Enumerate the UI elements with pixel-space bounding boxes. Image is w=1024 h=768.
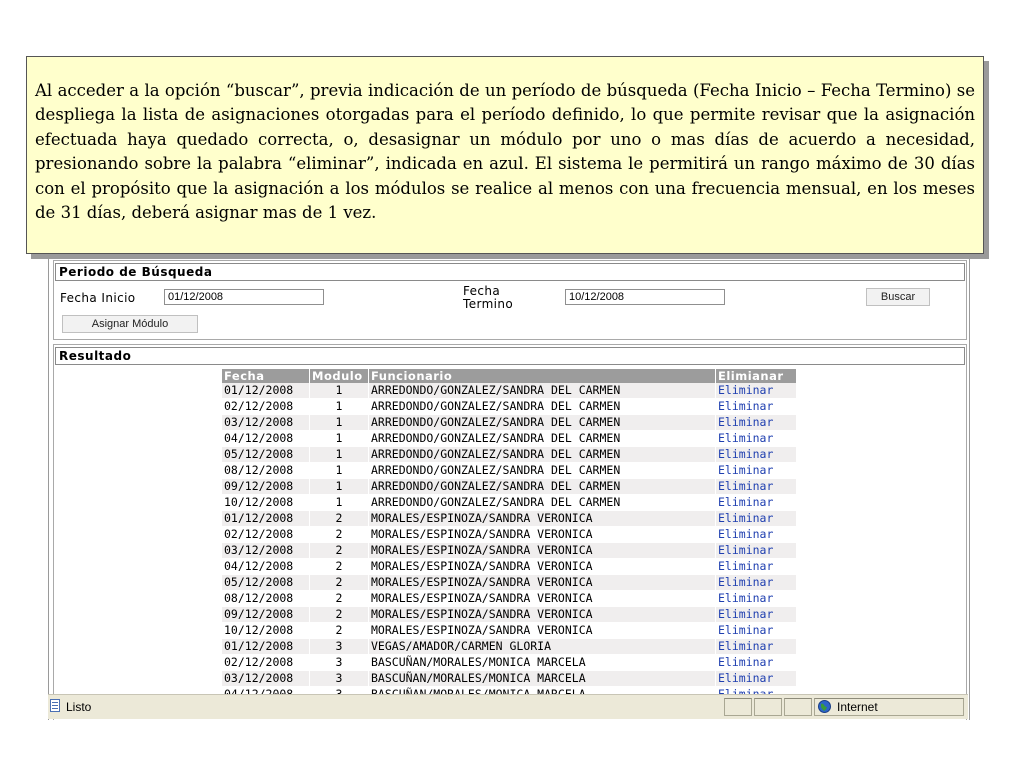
- status-bar: [48, 694, 968, 719]
- cell-modulo: 3: [310, 655, 369, 671]
- cell-funcionario: ARREDONDO/GONZALEZ/SANDRA DEL CARMEN: [369, 431, 716, 447]
- cell-fecha: 08/12/2008: [222, 591, 310, 607]
- cell-modulo: 3: [310, 671, 369, 687]
- cell-modulo: 1: [310, 495, 369, 511]
- cell-funcionario: MORALES/ESPINOZA/SANDRA VERONICA: [369, 511, 716, 527]
- table-row: [222, 415, 797, 431]
- col-modulo-header[interactable]: Modulo: [310, 369, 369, 383]
- end-date-input[interactable]: [565, 289, 725, 305]
- cell-modulo: 1: [310, 431, 369, 447]
- col-eliminar-header[interactable]: Elimianar: [716, 369, 797, 383]
- table-row: [222, 463, 797, 479]
- table-row: [222, 575, 797, 591]
- status-cell-2: [754, 698, 782, 716]
- cell-fecha: 05/12/2008: [222, 575, 310, 591]
- cell-fecha: 03/12/2008: [222, 543, 310, 559]
- results-panel-title: Resultado: [55, 347, 965, 365]
- page-status-icon: [50, 699, 62, 713]
- end-date-label-line2: Termino: [463, 297, 514, 311]
- search-panel-title: Periodo de Búsqueda: [55, 263, 965, 281]
- assign-module-button[interactable]: Asignar Módulo: [62, 315, 198, 333]
- start-date-label: Fecha Inicio: [60, 291, 136, 305]
- start-date-input[interactable]: [164, 289, 324, 305]
- cell-funcionario: ARREDONDO/GONZALEZ/SANDRA DEL CARMEN: [369, 383, 716, 399]
- table-row: [222, 431, 797, 447]
- cell-funcionario: MORALES/ESPINOZA/SANDRA VERONICA: [369, 543, 716, 559]
- cell-modulo: 1: [310, 415, 369, 431]
- eliminar-link[interactable]: Eliminar: [716, 463, 797, 479]
- cell-funcionario: BASCUÑAN/MORALES/MONICA MARCELA: [369, 671, 716, 687]
- cell-fecha: 08/12/2008: [222, 463, 310, 479]
- eliminar-link[interactable]: Eliminar: [716, 527, 797, 543]
- cell-funcionario: ARREDONDO/GONZALEZ/SANDRA DEL CARMEN: [369, 415, 716, 431]
- cell-fecha: 04/12/2008: [222, 431, 310, 447]
- status-cell-3: [784, 698, 812, 716]
- status-text: Listo: [66, 700, 92, 714]
- eliminar-link[interactable]: Eliminar: [716, 399, 797, 415]
- table-row: [222, 527, 797, 543]
- callout-text: Al acceder a la opción “buscar”, previa indicación de un período de búsqueda (Fecha Inicio – Fecha Termino) se despliega la lista de asignaciones otorgadas para el período definido, lo que permite revisar que la asignación efectuada haya quedado correcta, o, desasignar un módulo por uno o mas días de acuerdo a necesidad, presionando sobre la palabra “eliminar”, indicada en azul. El sistema le permitirá un rango máximo de 30 días con el propósito que la asignación a los módulos se realice al menos con una frecuencia mensual, en los meses de 31 días, deberá asignar mas de 1 vez.: [35, 81, 975, 223]
- cell-modulo: 2: [310, 575, 369, 591]
- cell-modulo: 2: [310, 559, 369, 575]
- cell-modulo: 2: [310, 527, 369, 543]
- eliminar-link[interactable]: Eliminar: [716, 591, 797, 607]
- cell-fecha: 01/12/2008: [222, 511, 310, 527]
- eliminar-link[interactable]: Eliminar: [716, 623, 797, 639]
- cell-modulo: 1: [310, 383, 369, 399]
- eliminar-link[interactable]: Eliminar: [716, 607, 797, 623]
- cell-funcionario: MORALES/ESPINOZA/SANDRA VERONICA: [369, 575, 716, 591]
- col-fecha-header[interactable]: Fecha: [222, 369, 310, 383]
- results-table: [222, 369, 797, 703]
- cell-modulo: 1: [310, 479, 369, 495]
- cell-funcionario: ARREDONDO/GONZALEZ/SANDRA DEL CARMEN: [369, 399, 716, 415]
- results-panel: [53, 344, 967, 720]
- zone-text: Internet: [837, 700, 878, 714]
- cell-funcionario: MORALES/ESPINOZA/SANDRA VERONICA: [369, 623, 716, 639]
- cell-fecha: 03/12/2008: [222, 415, 310, 431]
- eliminar-link[interactable]: Eliminar: [716, 431, 797, 447]
- end-date-label: [463, 285, 513, 311]
- cell-fecha: 05/12/2008: [222, 447, 310, 463]
- end-date-label-line1: Fecha: [463, 284, 501, 298]
- results-header-row: [222, 369, 797, 383]
- eliminar-link[interactable]: Eliminar: [716, 671, 797, 687]
- cell-fecha: 01/12/2008: [222, 383, 310, 399]
- cell-modulo: 3: [310, 639, 369, 655]
- cell-funcionario: ARREDONDO/GONZALEZ/SANDRA DEL CARMEN: [369, 463, 716, 479]
- cell-modulo: 2: [310, 607, 369, 623]
- table-row: [222, 383, 797, 399]
- cell-funcionario: BASCUÑAN/MORALES/MONICA MARCELA: [369, 655, 716, 671]
- cell-funcionario: MORALES/ESPINOZA/SANDRA VERONICA: [369, 591, 716, 607]
- cell-funcionario: ARREDONDO/GONZALEZ/SANDRA DEL CARMEN: [369, 447, 716, 463]
- cell-funcionario: ARREDONDO/GONZALEZ/SANDRA DEL CARMEN: [369, 495, 716, 511]
- table-row: [222, 447, 797, 463]
- eliminar-link[interactable]: Eliminar: [716, 415, 797, 431]
- cell-funcionario: VEGAS/AMADOR/CARMEN GLORIA: [369, 639, 716, 655]
- table-row: [222, 543, 797, 559]
- cell-modulo: 2: [310, 591, 369, 607]
- eliminar-link[interactable]: Eliminar: [716, 655, 797, 671]
- cell-fecha: 10/12/2008: [222, 623, 310, 639]
- table-row: [222, 399, 797, 415]
- cell-fecha: 04/12/2008: [222, 559, 310, 575]
- browser-content: [48, 256, 970, 720]
- cell-funcionario: ARREDONDO/GONZALEZ/SANDRA DEL CARMEN: [369, 479, 716, 495]
- cell-modulo: 1: [310, 399, 369, 415]
- table-row: [222, 591, 797, 607]
- table-row: [222, 511, 797, 527]
- table-row: [222, 559, 797, 575]
- cell-modulo: 2: [310, 543, 369, 559]
- eliminar-link[interactable]: Eliminar: [716, 543, 797, 559]
- table-row: [222, 655, 797, 671]
- cell-funcionario: MORALES/ESPINOZA/SANDRA VERONICA: [369, 527, 716, 543]
- table-row: [222, 639, 797, 655]
- table-row: [222, 607, 797, 623]
- table-row: [222, 495, 797, 511]
- cell-fecha: 03/12/2008: [222, 671, 310, 687]
- table-row: [222, 671, 797, 687]
- table-row: [222, 623, 797, 639]
- cell-fecha: 09/12/2008: [222, 479, 310, 495]
- cell-modulo: 1: [310, 447, 369, 463]
- cell-fecha: 01/12/2008: [222, 639, 310, 655]
- col-funcionario-header[interactable]: Funcionario: [369, 369, 716, 383]
- eliminar-link[interactable]: Eliminar: [716, 447, 797, 463]
- cell-modulo: 1: [310, 463, 369, 479]
- cell-fecha: 09/12/2008: [222, 607, 310, 623]
- cell-fecha: 10/12/2008: [222, 495, 310, 511]
- search-panel: [53, 260, 967, 340]
- eliminar-link[interactable]: Eliminar: [716, 383, 797, 399]
- search-button[interactable]: Buscar: [866, 288, 930, 306]
- eliminar-link[interactable]: Eliminar: [716, 511, 797, 527]
- cell-fecha: 02/12/2008: [222, 527, 310, 543]
- eliminar-link[interactable]: Eliminar: [716, 575, 797, 591]
- cell-modulo: 2: [310, 511, 369, 527]
- eliminar-link[interactable]: Eliminar: [716, 559, 797, 575]
- table-row: [222, 479, 797, 495]
- cell-funcionario: MORALES/ESPINOZA/SANDRA VERONICA: [369, 559, 716, 575]
- cell-fecha: 02/12/2008: [222, 655, 310, 671]
- eliminar-link[interactable]: Eliminar: [716, 479, 797, 495]
- explanation-callout: [26, 56, 984, 254]
- eliminar-link[interactable]: Eliminar: [716, 639, 797, 655]
- zone-cell: [814, 698, 964, 716]
- cell-funcionario: MORALES/ESPINOZA/SANDRA VERONICA: [369, 607, 716, 623]
- globe-icon: [818, 700, 831, 713]
- eliminar-link[interactable]: Eliminar: [716, 495, 797, 511]
- results-body: [222, 383, 797, 703]
- status-cell-1: [724, 698, 752, 716]
- cell-modulo: 2: [310, 623, 369, 639]
- cell-fecha: 02/12/2008: [222, 399, 310, 415]
